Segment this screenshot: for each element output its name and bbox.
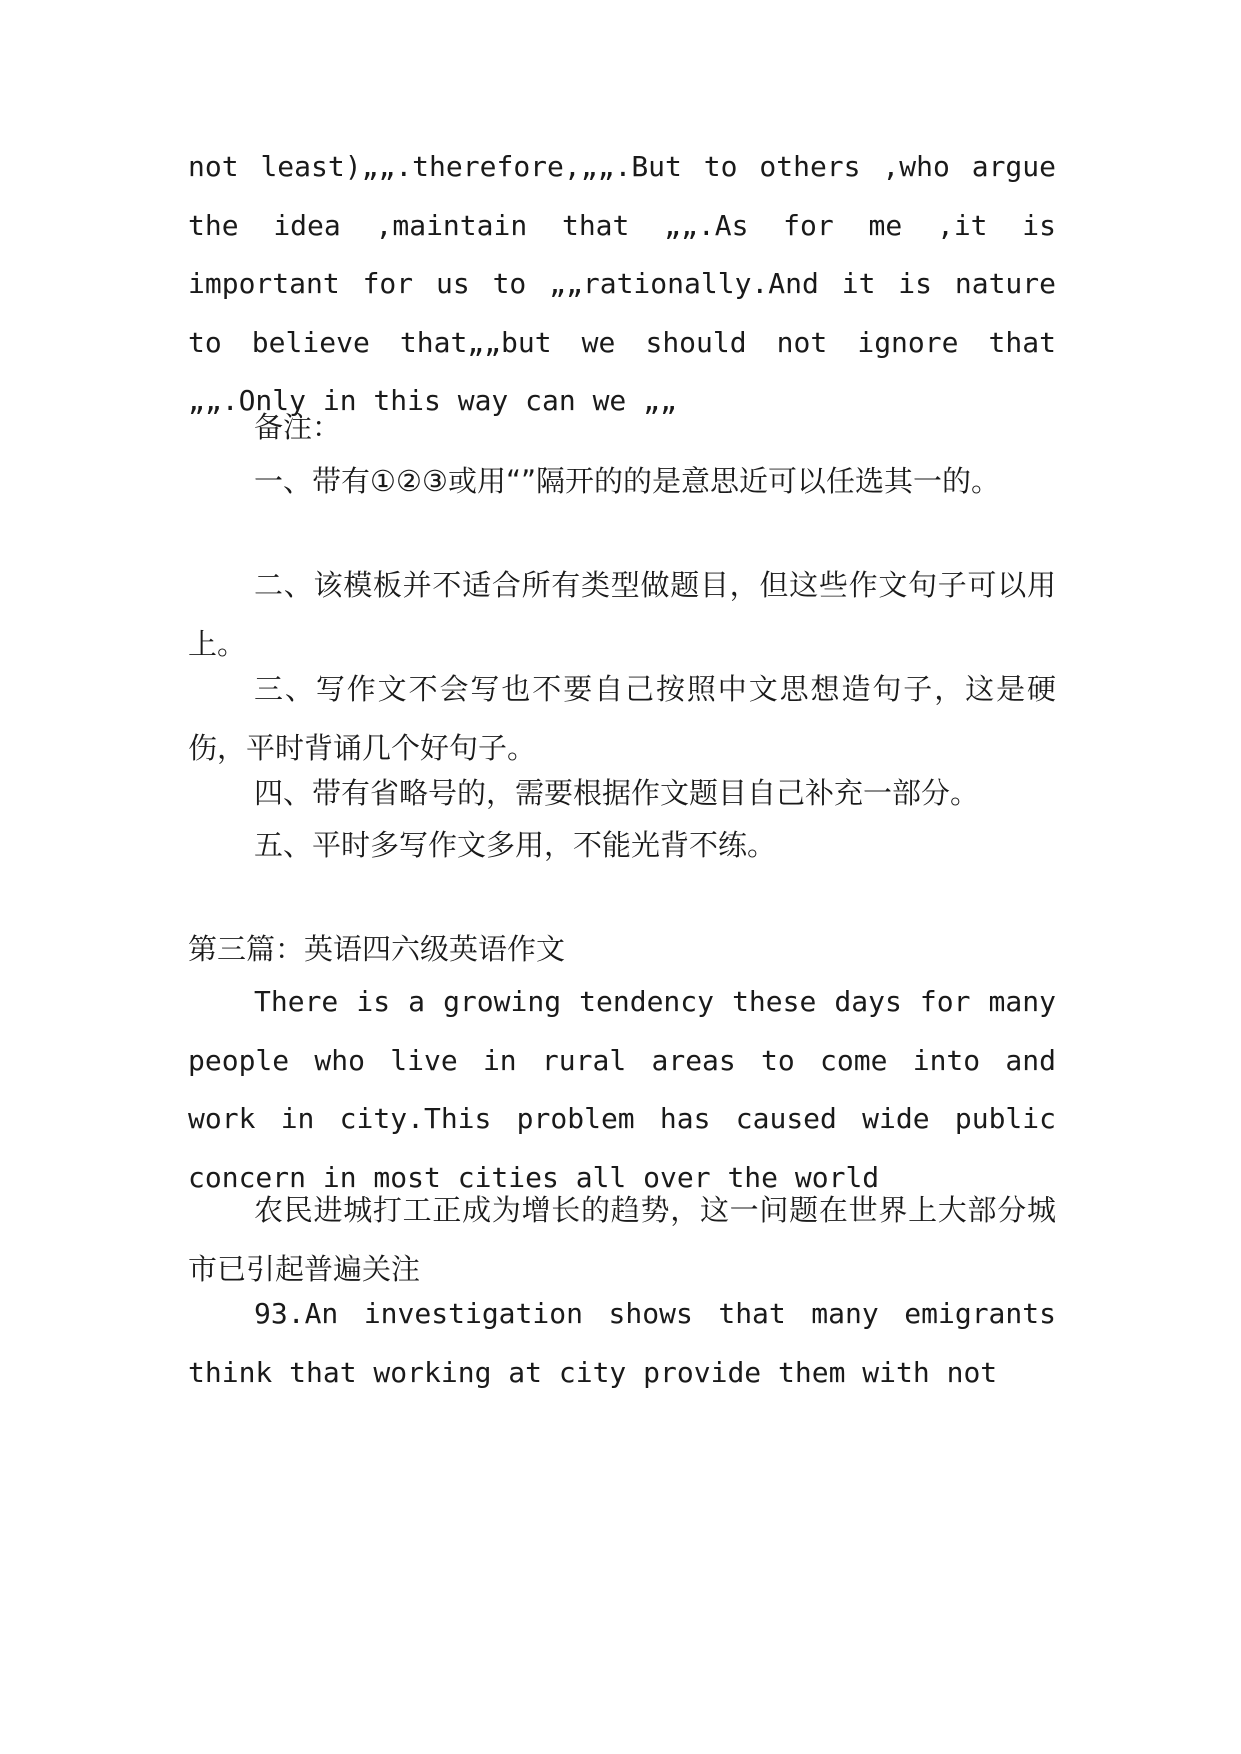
chinese-translation-1: 农民进城打工正成为增长的趋势，这一问题在世界上大部分城市已引起普遍关注 [188,1193,1056,1286]
section-heading: 第三篇：英语四六级英语作文 [188,932,566,966]
essay-template-paragraph: not least)„„.therefore,„„.But to others ,who argue the idea ,maintain that „„.As for me ,it is important for us to „„rationally.And it is nature to believe that„„but we should not ignore that „„.Only in this way can we „„ [188,150,1056,417]
english-paragraph-1: There is a growing tendency these days for many people who live in rural areas to come into and work in city.This problem has caused wide public concern in most cities all over the world [188,985,1056,1194]
note-item-5: 五、平时多写作文多用，不能光背不练。 [254,828,777,862]
english-paragraph-2: 93.An investigation shows that many emigrants think that working at city provide them with not [188,1297,1056,1389]
note-item-4: 四、带有省略号的，需要根据作文题目自己补充一部分。 [254,776,980,810]
note-label: 备注： [254,410,342,444]
note-item-1: 一、带有①②③或用“”隔开的的是意思近可以任选其一的。 [254,464,1001,498]
note-item-3: 三、写作文不会写也不要自己按照中文思想造句子，这是硬伤，平时背诵几个好句子。 [188,672,1056,765]
note-item-2: 二、该模板并不适合所有类型做题目，但这些作文句子可以用上。 [188,568,1056,661]
